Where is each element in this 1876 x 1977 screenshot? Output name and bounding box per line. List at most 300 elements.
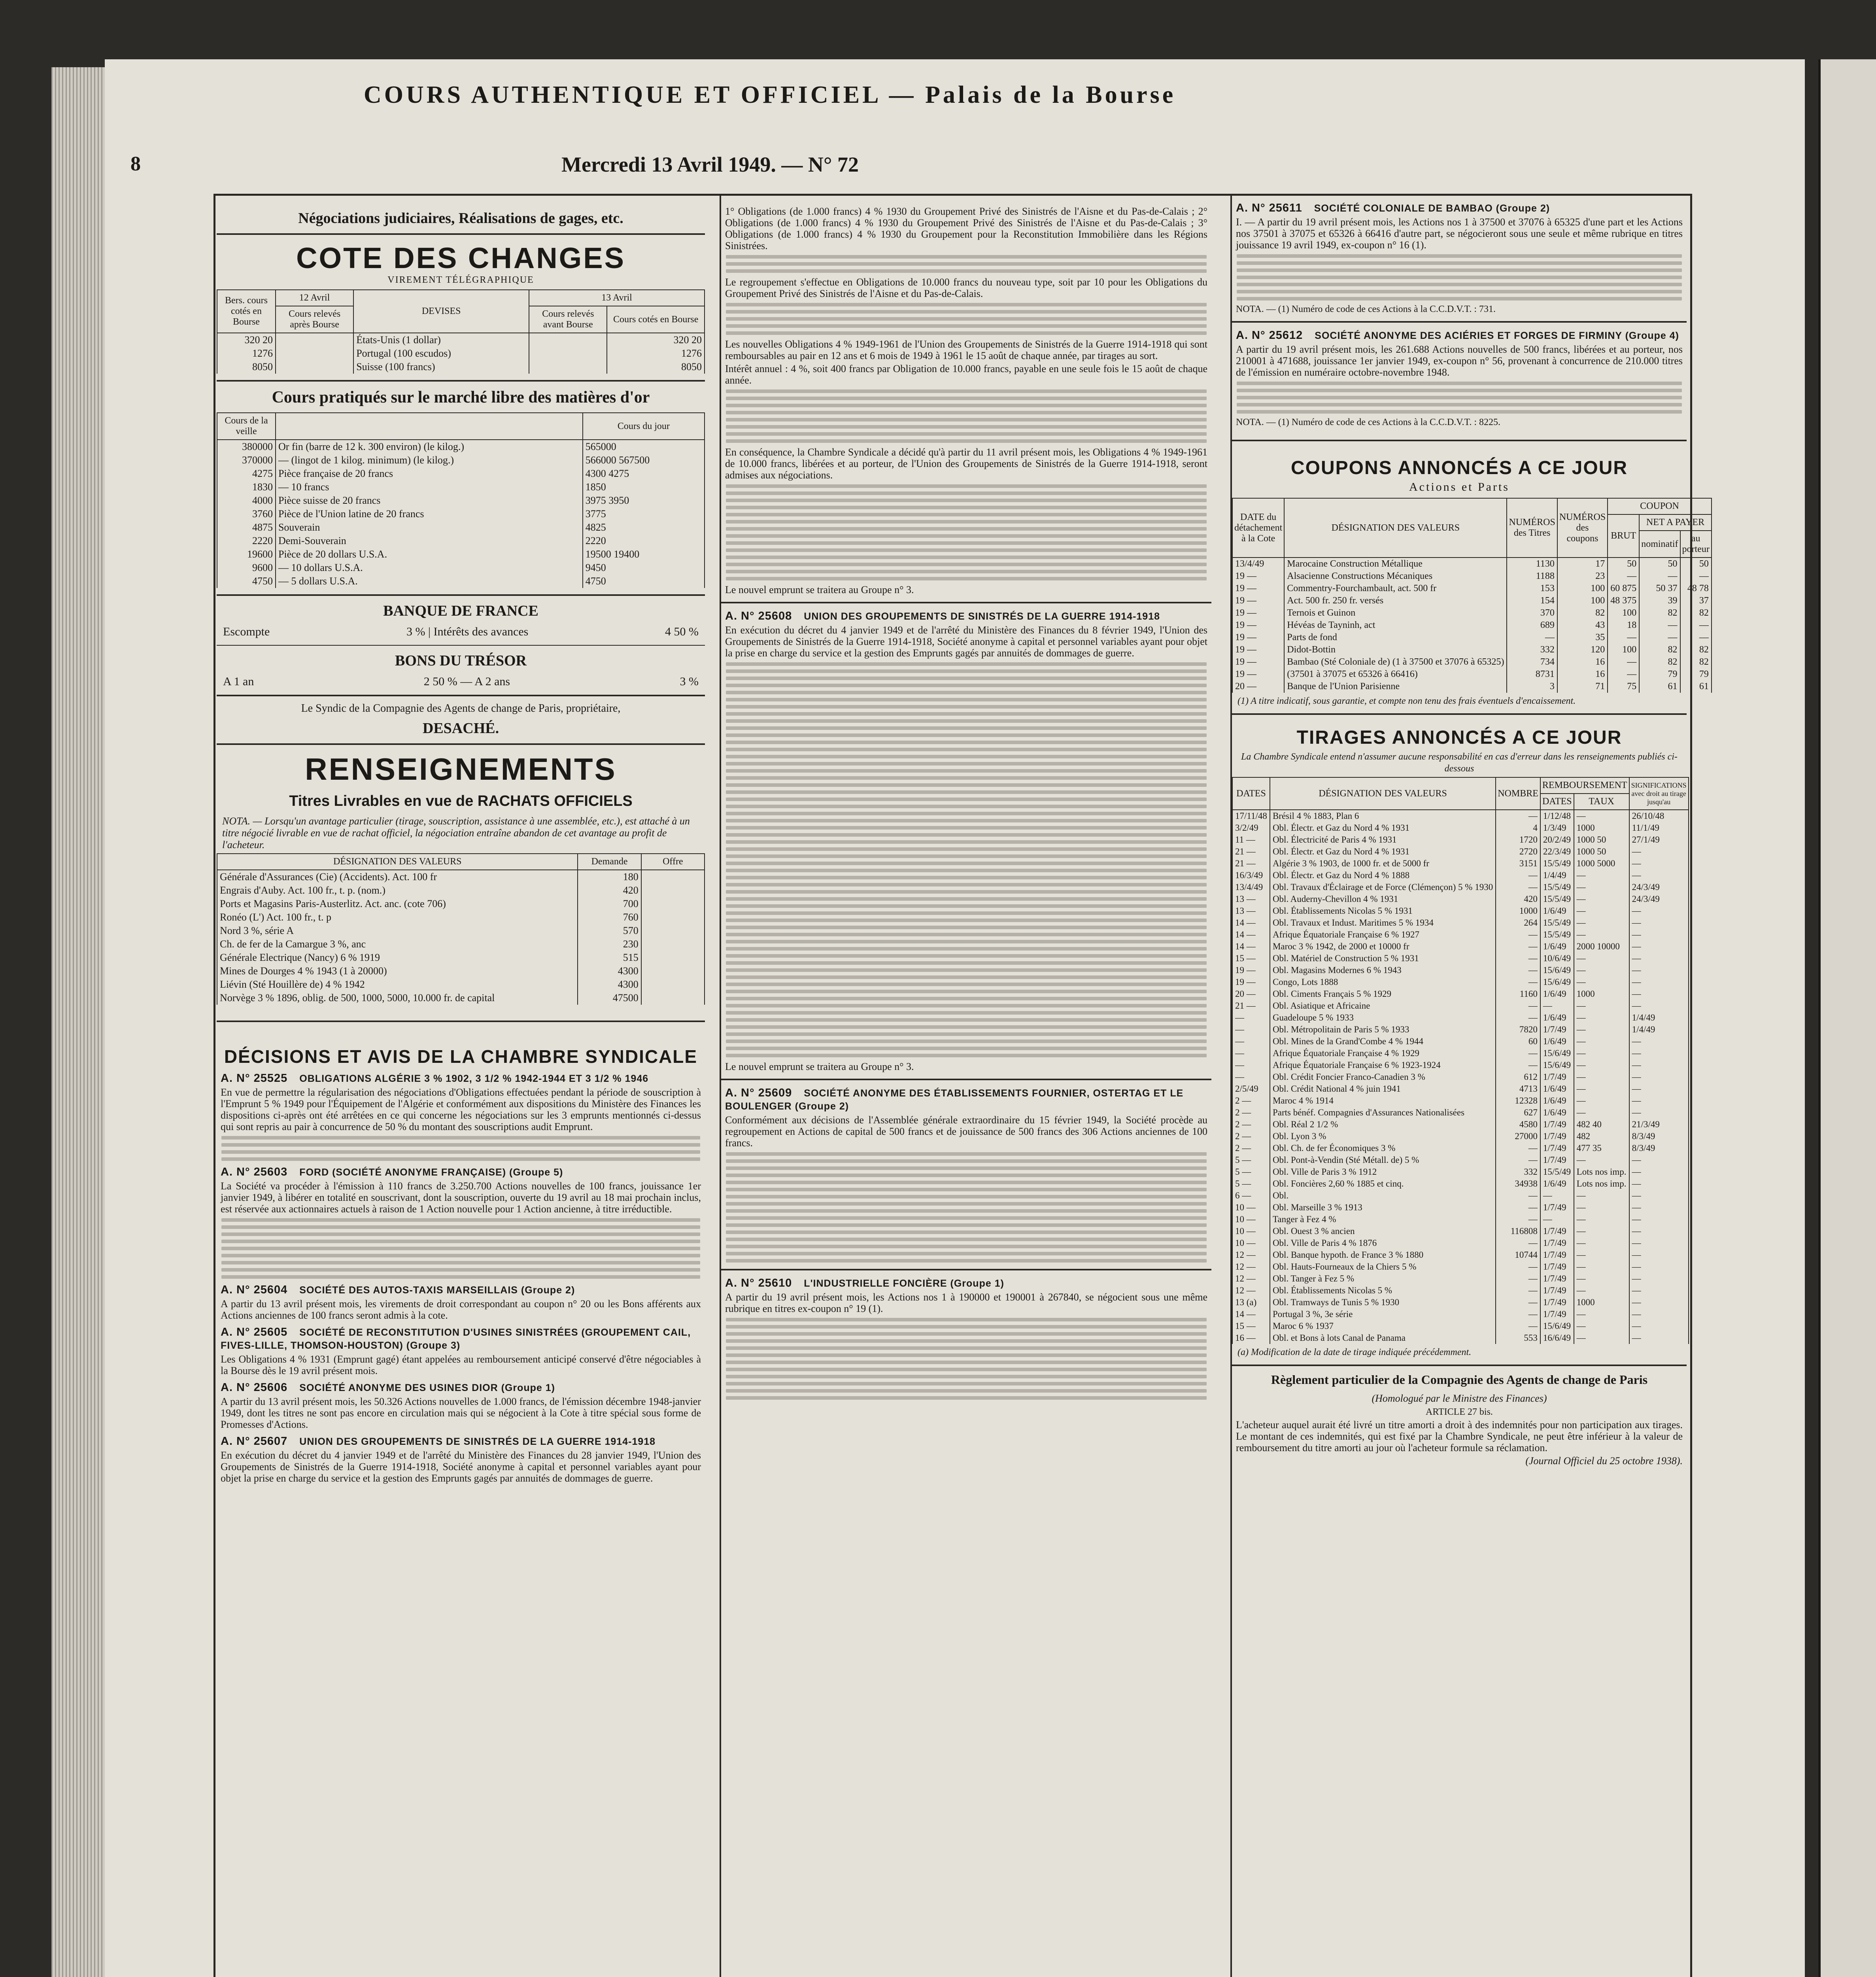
tirages-row-cell: 1000 50 (1574, 834, 1629, 846)
tirages-row-cell: — (1496, 1142, 1540, 1154)
tirages-row (1232, 1119, 1689, 1130)
tirages-row-cell: — (1574, 1202, 1629, 1213)
renseignements-nota: NOTA. — Lorsqu'un avantage particulier (tirage, souscription, assistance à une assemblée, etc.), est attaché à un titre négocié livrable en vue de rachat officiel, la négociation entraîne abandon de cet avantage au profit de l'acheteur. (222, 815, 690, 851)
rachats-row-cell: 230 (578, 937, 641, 951)
tirages-row-cell: — (1629, 1308, 1689, 1320)
tirages-row-cell: 10 — (1232, 1237, 1270, 1249)
or-row-cell: 4750 (583, 575, 705, 588)
tirages-row-cell: 10 — (1232, 1202, 1270, 1213)
tirages-row-cell: 1/7/49 (1540, 1142, 1574, 1154)
tirages-row-cell: — (1574, 893, 1629, 905)
tirages-row-cell: 420 (1496, 893, 1540, 905)
tirages-row-cell: 15 — (1232, 953, 1270, 964)
tirages-row-cell: 1/7/49 (1540, 1285, 1574, 1297)
tirages-row-cell: 2000 10000 (1574, 941, 1629, 953)
tirages-row-cell: — (1629, 1047, 1689, 1059)
syndic-name: DESACHÉ. (422, 720, 499, 737)
avis-25607: A. N° 25607 UNION DES GROUPEMENTS DE SINISTRÉS DE LA GUERRE 1914-1918 (221, 1435, 656, 1448)
or-row-cell: — 10 francs (276, 480, 583, 494)
tirages-row-cell: 13 — (1232, 905, 1270, 917)
coupons-row (1232, 582, 1712, 595)
tirages-row-cell: 16 — (1232, 1332, 1270, 1344)
obligations-list: 1° Obligations (de 1.000 francs) 4 % 1930 du Groupement Privé des Sinistrés de l'Aisne et du Pas-de-Calais ; 2° Obligations (de 1.000 francs) 4 % 1930 du Groupement Privé des Sinistrés de l'Aisne et du Pas-de-Calais ; 3° Obligations (de 1.000 francs) 4 % 1930 du Groupement pour la Reconstitution Immobilière dans les Régions Sinistrées. (725, 206, 1207, 251)
rachats-row-cell: Générale d'Assurances (Cie) (Accidents). Act. 100 fr (217, 870, 578, 884)
rachats-row-cell: Mines de Dourges 4 % 1943 (1 à 20000) (217, 964, 578, 978)
avis-25525-text: En vue de permettre la régularisation des négociations d'Obligations effectuées pendant la période de souscription à l'Emprunt 5 % 1949 pour l'Équipement de l'Algérie et conformément aux dispositions du Ministère des Finances les dispositions ci-après ont été arrêtées en ce qui concerne les négociations sur les 3 emprunts mentionnés ci-dessus qui sont repris au pair à concurrence de 50 % du montant des souscriptions audit Emprunt. (221, 1087, 701, 1132)
tirages-row-cell: 1/7/49 (1540, 1119, 1574, 1130)
tirages-row-cell: 332 (1496, 1166, 1540, 1178)
decisions-title: DÉCISIONS ET AVIS DE LA CHAMBRE SYNDICALE (224, 1046, 698, 1067)
tirages-row-cell: — (1496, 869, 1540, 881)
rachats-row-cell: Ronéo (L') Act. 100 fr., t. p (217, 911, 578, 924)
tirages-row-cell: — (1629, 1071, 1689, 1083)
coupons-row-cell: 153 (1507, 582, 1557, 595)
tirages-row (1232, 941, 1689, 953)
tirages-row-cell: 10 — (1232, 1225, 1270, 1237)
escompte-row: Escompte 3 % | Intérêts des avances 4 50 % (223, 625, 699, 638)
tirages-row-cell: — (1496, 1202, 1540, 1213)
tirages-row-cell: 1000 50 (1574, 846, 1629, 858)
coupons-row-cell: — (1680, 570, 1712, 582)
tirages-row-cell: — (1574, 1190, 1629, 1202)
rachats-row-cell: 4300 (578, 978, 641, 991)
changes-row (217, 347, 705, 360)
tirages-row-cell: 15/5/49 (1540, 858, 1574, 869)
coupons-subtitle: Actions et Parts (1409, 480, 1509, 493)
rachats-row-cell (641, 911, 705, 924)
interet-text: Intérêt annuel : 4 %, soit 400 francs par Obligation de 10.000 francs, payable en une seule fois le 15 août de chaque année. (725, 363, 1207, 386)
tirages-row-cell: — (1629, 1036, 1689, 1047)
tirages-row-cell: — (1574, 1083, 1629, 1095)
tirages-row-cell: — (1629, 1249, 1689, 1261)
or-row (217, 561, 705, 575)
tirages-row-cell: 264 (1496, 917, 1540, 929)
or-row-cell: 565000 (583, 440, 705, 454)
or-row (217, 507, 705, 521)
page-number: 8 (130, 153, 141, 175)
or-row-cell: 19500 19400 (583, 548, 705, 561)
avis-25604-text: A partir du 13 avril présent mois, les virements de droit correspondant au coupon n° 20 ou les Bons afférents aux Actions anciennes de 100 francs seront admis à la cote. (221, 1298, 701, 1321)
tirages-row (1232, 1332, 1689, 1344)
or-row-cell: — 10 dollars U.S.A. (276, 561, 583, 575)
changes-row-cell: 1276 (607, 347, 705, 360)
coupons-row (1232, 631, 1712, 644)
changes-row-cell: 320 20 (217, 333, 276, 347)
tirages-row-cell: Obl. Auderny-Chevillon 4 % 1931 (1270, 893, 1496, 905)
coupons-row-cell: 19 — (1232, 644, 1284, 656)
or-row (217, 548, 705, 561)
coupons-row-cell: Act. 500 fr. 250 fr. versés (1284, 595, 1507, 607)
tirages-row-cell: — (1574, 810, 1629, 822)
tirages-row-cell: 1/6/49 (1540, 1083, 1574, 1095)
tirages-row-cell: 553 (1496, 1332, 1540, 1344)
tirages-row-cell: — (1540, 1000, 1574, 1012)
coupons-row-cell: 120 (1557, 644, 1608, 656)
tirages-row-cell: Guadeloupe 5 % 1933 (1270, 1012, 1496, 1024)
coupons-row-cell: 82 (1639, 607, 1680, 619)
rachats-table: DÉSIGNATION DES VALEURS Demande Offre Générale d'Assurances (Cie) (Accidents). Act. 100 fr 180 Engrais d'Auby. Act. 100 fr., t. p. (nom.) 420 Ports et Magasins Paris-Austerlitz. Act. anc. (cote 706) 700 Ronéo (L') Act. 100 fr., t. p 760 Nord 3 %, série A 570 Ch. de fer de la Camargue 3 %, anc 230 Générale Electrique (Nancy) 6 % 1919 515 Mines de Dourges 4 % 1943 (1 à 20000) 4300 Liévin (Sté Houillère de) 4 % 1942 4300 Norvège 3 % 1896, oblig. de 500, 1000, 5000, 10.000 fr. de capital 47500 (217, 853, 705, 1005)
avis-25609-text: Conformément aux décisions de l'Assemblée générale extraordinaire du 15 février 1949, la Société procède au regroupement en Actions de capital de 500 francs et de jouissance de 500 francs des 306 Actions anciennes de 100 francs. (725, 1114, 1207, 1149)
tirages-row (1232, 1142, 1689, 1154)
tirages-row-cell: — (1629, 1190, 1689, 1202)
tirages-row-cell: 15/6/49 (1540, 964, 1574, 976)
tirages-row-cell: — (1574, 1237, 1629, 1249)
tirages-row-cell: — (1574, 1071, 1629, 1083)
rachats-row-cell: 570 (578, 924, 641, 937)
coupons-row-cell: 19 — (1232, 619, 1284, 631)
avis-25611: A. N° 25611 SOCIÉTÉ COLONIALE DE BAMBAO (Groupe 2) (1236, 202, 1550, 214)
tirages-row (1232, 1071, 1689, 1083)
tirages-row-cell: 1/7/49 (1540, 1154, 1574, 1166)
tirages-row-cell: — (1629, 976, 1689, 988)
or-row (217, 467, 705, 480)
banque-title: BANQUE DE FRANCE (383, 603, 538, 619)
tirages-row (1232, 929, 1689, 941)
coupons-title: COUPONS ANNONCÉS A CE JOUR (1290, 457, 1628, 478)
tirages-row-cell: — (1496, 1285, 1540, 1297)
coupons-row-cell: 82 (1680, 644, 1712, 656)
or-row (217, 454, 705, 467)
rachats-row-cell: 515 (578, 951, 641, 964)
tirages-row-cell: 4580 (1496, 1119, 1540, 1130)
tirages-row (1232, 1000, 1689, 1012)
tirages-row-cell: Afrique Équatoriale Française 4 % 1929 (1270, 1047, 1496, 1059)
rachats-row-cell: 47500 (578, 991, 641, 1005)
tirages-row-cell: — (1496, 1012, 1540, 1024)
tirages-row (1232, 1237, 1689, 1249)
coupons-row-cell: 20 — (1232, 680, 1284, 693)
tirages-row-cell: 24/3/49 (1629, 881, 1689, 893)
coupons-row-cell: 18 (1608, 619, 1639, 631)
tirages-row-cell: — (1574, 1107, 1629, 1119)
tirages-row (1232, 964, 1689, 976)
coupons-row (1232, 644, 1712, 656)
tirages-row-cell: — (1629, 858, 1689, 869)
tirages-row-cell: 1/6/49 (1540, 988, 1574, 1000)
tirages-row-cell: Maroc 3 % 1942, de 2000 et 10000 fr (1270, 941, 1496, 953)
tirages-row (1232, 822, 1689, 834)
coupons-row (1232, 680, 1712, 693)
tirages-row-cell: 1/6/49 (1540, 941, 1574, 953)
or-row (217, 440, 705, 454)
rachats-row-cell (641, 951, 705, 964)
avis-25608: A. N° 25608 UNION DES GROUPEMENTS DE SINISTRÉS DE LA GUERRE 1914-1918 (725, 610, 1160, 622)
renseignements-title: RENSEIGNEMENTS (305, 752, 617, 786)
coupons-row-cell: 75 (1608, 680, 1639, 693)
coupons-row (1232, 607, 1712, 619)
tirages-row-cell: — (1540, 1190, 1574, 1202)
tirages-row-cell: 15/6/49 (1540, 1320, 1574, 1332)
coupons-row-cell: — (1507, 631, 1557, 644)
tirages-row-cell: — (1574, 1036, 1629, 1047)
avis-25606-text: A partir du 13 avril présent mois, les 50.326 Actions nouvelles de 1.000 francs, de l'émission décembre 1948-janvier 1949, dont les titres ne sont pas encore en circulation mais qui se négocient à la Cote à titre spécial sous forme de Promesses d'Actions. (221, 1396, 701, 1430)
or-row-cell: 566000 567500 (583, 454, 705, 467)
tirages-row-cell: 1160 (1496, 988, 1540, 1000)
rachats-row-cell: 180 (578, 870, 641, 884)
tirages-row-cell: 10/6/49 (1540, 953, 1574, 964)
tirages-row-cell: 20 — (1232, 988, 1270, 1000)
rachats-row-cell (641, 991, 705, 1005)
or-row-cell: 4825 (583, 521, 705, 534)
coupons-row-cell: 689 (1507, 619, 1557, 631)
or-row-cell: 4300 4275 (583, 467, 705, 480)
rachats-row-cell: Norvège 3 % 1896, oblig. de 500, 1000, 5000, 10.000 fr. de capital (217, 991, 578, 1005)
tirages-row-cell: — (1629, 1166, 1689, 1178)
cote-des-changes-subtitle: VIREMENT TÉLÉGRAPHIQUE (387, 275, 534, 285)
tirages-row-cell: 16/6/49 (1540, 1332, 1574, 1344)
tirages-row (1232, 846, 1689, 858)
column-right (1230, 194, 1710, 1977)
tirages-row-cell: 15/5/49 (1540, 893, 1574, 905)
changes-row-cell (276, 347, 353, 360)
tirages-row-cell: 1/7/49 (1540, 1071, 1574, 1083)
tirages-row-cell: 1/7/49 (1540, 1225, 1574, 1237)
tirages-row-cell: — (1629, 846, 1689, 858)
tirages-row (1232, 1047, 1689, 1059)
tirages-row (1232, 893, 1689, 905)
or-row-cell: Pièce de l'Union latine de 20 francs (276, 507, 583, 521)
tirages-row-cell: — (1574, 1332, 1629, 1344)
changes-row-cell: États-Unis (1 dollar) (353, 333, 529, 347)
tirages-row-cell: — (1496, 1273, 1540, 1285)
tirages-row (1232, 1166, 1689, 1178)
changes-row-cell (276, 360, 353, 374)
coupons-row-cell: 16 (1557, 656, 1608, 668)
rachats-row (217, 924, 705, 937)
tirages-row-cell: Obl. Électr. et Gaz du Nord 4 % 1931 (1270, 822, 1496, 834)
reglement-article: ARTICLE 27 bis. (1426, 1407, 1493, 1417)
tirages-row-cell: 1/7/49 (1540, 1202, 1574, 1213)
tirages-row-cell: — (1629, 1095, 1689, 1107)
tirages-row-cell: 21 — (1232, 846, 1270, 858)
tirages-row-cell: — (1540, 1213, 1574, 1225)
tirages-row-cell: — (1629, 905, 1689, 917)
tirages-row-cell: — (1629, 1000, 1689, 1012)
groupe-note-1: Le nouvel emprunt se traitera au Groupe n° 3. (725, 584, 914, 595)
changes-row-cell: 8050 (607, 360, 705, 374)
coupons-row-cell: Alsacienne Constructions Mécaniques (1284, 570, 1507, 582)
tirages-row (1232, 1036, 1689, 1047)
tirages-row-cell: 20/2/49 (1540, 834, 1574, 846)
tirages-row-cell: — (1574, 1249, 1629, 1261)
tirages-row-cell: — (1496, 976, 1540, 988)
tirages-row-cell: — (1574, 1012, 1629, 1024)
or-row-cell: 4000 (217, 494, 276, 507)
tirages-row-cell: — (1496, 929, 1540, 941)
tirages-row-cell: 26/10/48 (1629, 810, 1689, 822)
rachats-row-cell (641, 884, 705, 897)
tirages-row (1232, 1178, 1689, 1190)
tirages-row-cell: 24/3/49 (1629, 893, 1689, 905)
tirages-row-cell: 34938 (1496, 1178, 1540, 1190)
tirages-row-cell: — (1574, 1285, 1629, 1297)
coupons-row-cell: 154 (1507, 595, 1557, 607)
or-row-cell: Pièce de 20 dollars U.S.A. (276, 548, 583, 561)
tirages-row (1232, 1095, 1689, 1107)
changes-table: Bers. cours cotés en Bourse 12 Avril DEVISES 13 Avril Cours relevés après Bourse Cours relevés avant Bourse Cours cotés en Bourse 320 20 États-Unis (1 dollar) 320 20 1276 Portugal (100 escudos) 1276 8050 Suisse (100 francs) 8050 (217, 289, 705, 374)
tirages-row (1232, 1012, 1689, 1024)
rachats-row-cell (641, 870, 705, 884)
coupons-row-cell: Parts de fond (1284, 631, 1507, 644)
coupons-row-cell: 100 (1608, 607, 1639, 619)
tirages-row-cell: — (1629, 988, 1689, 1000)
coupons-row-cell: 50 (1608, 558, 1639, 570)
nouvelles-obligations-text: Les nouvelles Obligations 4 % 1949-1961 de l'Union des Groupements de Sinistrés de la Guerre 1914-1918 qui sont remboursables au pair en 12 ans et 6 mois de 1949 à 1961 le 15 août de chaque année, par tirages au sort. (725, 338, 1207, 361)
tirages-row-cell: 1/7/49 (1540, 1273, 1574, 1285)
tirages-title: TIRAGES ANNONCÉS A CE JOUR (1296, 727, 1622, 748)
tirages-row-cell: Maroc 6 % 1937 (1270, 1320, 1496, 1332)
tirages-row-cell: 1/7/49 (1540, 1249, 1574, 1261)
tirages-row-cell: 27/1/49 (1629, 834, 1689, 846)
tirages-row-cell: 11/1/49 (1629, 822, 1689, 834)
tirages-row-cell: 15/6/49 (1540, 976, 1574, 988)
coupons-row-cell: 1130 (1507, 558, 1557, 570)
coupons-row-cell: 8731 (1507, 668, 1557, 680)
tirages-row-cell: 1/7/49 (1540, 1261, 1574, 1273)
rachats-row-cell: 760 (578, 911, 641, 924)
tirages-row-cell: 1/7/49 (1540, 1308, 1574, 1320)
coupons-row-cell: 82 (1557, 607, 1608, 619)
avis-25525: A. N° 25525 OBLIGATIONS ALGÉRIE 3 % 1902, 3 1/2 % 1942-1944 ET 3 1/2 % 1946 (221, 1072, 649, 1085)
masthead-title: COURS AUTHENTIQUE ET OFFICIEL — Palais de la Bourse (364, 81, 1176, 108)
coupons-row-cell: — (1608, 656, 1639, 668)
tirages-row (1232, 1261, 1689, 1273)
tirages-row (1232, 917, 1689, 929)
tirages-row-cell: — (1574, 869, 1629, 881)
tirages-row-cell: 14 — (1232, 917, 1270, 929)
or-row-cell: 9450 (583, 561, 705, 575)
tirages-row-cell: — (1496, 881, 1540, 893)
tirages-row-cell: 60 (1496, 1036, 1540, 1047)
tirages-row-cell: — (1629, 1273, 1689, 1285)
tirages-row-cell: — (1574, 917, 1629, 929)
tirages-row (1232, 1308, 1689, 1320)
coupons-row-cell: 82 (1680, 607, 1712, 619)
tirages-row-cell: 612 (1496, 1071, 1540, 1083)
coupons-row-cell: 17 (1557, 558, 1608, 570)
rachats-row-cell: Générale Electrique (Nancy) 6 % 1919 (217, 951, 578, 964)
tirages-row (1232, 988, 1689, 1000)
tirages-row-cell: 21 — (1232, 1000, 1270, 1012)
reglement-source: (Journal Officiel du 25 octobre 1938). (1525, 1455, 1683, 1467)
rachats-row-cell: 420 (578, 884, 641, 897)
changes-row-cell (529, 347, 607, 360)
or-title: Cours pratiqués sur le marché libre des matières d'or (272, 388, 650, 406)
tirages-row-cell: 15/5/49 (1540, 881, 1574, 893)
tirages-row-cell: 13/4/49 (1232, 881, 1270, 893)
tirages-row-cell: Obl. Crédit Foncier Franco-Canadien 3 % (1270, 1071, 1496, 1083)
tirages-row-cell: Lots nos imp. (1574, 1166, 1629, 1178)
tirages-row-cell: 10 — (1232, 1213, 1270, 1225)
coupons-row-cell: 43 (1557, 619, 1608, 631)
tirages-row-cell: Congo, Lots 1888 (1270, 976, 1496, 988)
tirages-row-cell: — (1232, 1012, 1270, 1024)
tirages-row-cell: — (1629, 1213, 1689, 1225)
tirages-row-cell: Obl. Pont-à-Vendin (Sté Métall. de) 5 % (1270, 1154, 1496, 1166)
tirages-row-cell: Portugal 3 %, 3e série (1270, 1308, 1496, 1320)
tirages-row (1232, 1273, 1689, 1285)
tirages-row-cell: — (1574, 976, 1629, 988)
tirages-row-cell: Obl. Lyon 3 % (1270, 1130, 1496, 1142)
tirages-row (1232, 1190, 1689, 1202)
rachats-row-cell (641, 964, 705, 978)
coupons-row-cell: Bambao (Sté Coloniale de) (1 à 37500 et 37076 à 65325) (1284, 656, 1507, 668)
or-row-cell: — 5 dollars U.S.A. (276, 575, 583, 588)
tirages-row-cell: Afrique Équatoriale Française 6 % 1923-1924 (1270, 1059, 1496, 1071)
tirages-row-cell: 12 — (1232, 1249, 1270, 1261)
tirages-row (1232, 881, 1689, 893)
or-row-cell: 9600 (217, 561, 276, 575)
coupons-row-cell: 48 78 (1680, 582, 1712, 595)
tirages-row-cell: 3/2/49 (1232, 822, 1270, 834)
or-row-cell: Pièce française de 20 francs (276, 467, 583, 480)
reglement-subtitle: (Homologué par le Ministre des Finances) (1372, 1393, 1547, 1404)
coupons-row-cell: 71 (1557, 680, 1608, 693)
tirages-row-cell: — (1496, 1308, 1540, 1320)
tirages-row-cell: Obl. Établissements Nicolas 5 % 1931 (1270, 905, 1496, 917)
tirages-row-cell: 1000 5000 (1574, 858, 1629, 869)
rachats-row-cell (641, 937, 705, 951)
tirages-row-cell: Obl. Matériel de Construction 5 % 1931 (1270, 953, 1496, 964)
tirages-row-cell: 482 40 (1574, 1119, 1629, 1130)
tirages-row-cell: — (1629, 1202, 1689, 1213)
rachats-row-cell: Ports et Magasins Paris-Austerlitz. Act. anc. (cote 706) (217, 897, 578, 911)
tirages-row-cell: — (1574, 881, 1629, 893)
tirages-row-cell: — (1629, 929, 1689, 941)
changes-row-cell: Suisse (100 francs) (353, 360, 529, 374)
coupons-row (1232, 619, 1712, 631)
coupons-row (1232, 656, 1712, 668)
tirages-row-cell: 14 — (1232, 1308, 1270, 1320)
tirages-row-cell: — (1574, 1213, 1629, 1225)
tirages-row (1232, 1130, 1689, 1142)
tirages-row-cell: 2 — (1232, 1119, 1270, 1130)
tirages-row-cell: 6 — (1232, 1190, 1270, 1202)
tirages-row-cell: 1/6/49 (1540, 1107, 1574, 1119)
tirages-row-cell: 1/7/49 (1540, 1237, 1574, 1249)
tirages-row-cell: 15/5/49 (1540, 917, 1574, 929)
tirages-row-cell: 1/6/49 (1540, 905, 1574, 917)
tirages-row-cell: 15/5/49 (1540, 929, 1574, 941)
tirages-row-cell: 2/5/49 (1232, 1083, 1270, 1095)
tirages-row-cell: 11 — (1232, 834, 1270, 846)
avis-25603: A. N° 25603 FORD (SOCIÉTÉ ANONYME FRANÇAISE) (Groupe 5) (221, 1166, 563, 1178)
rachats-row-cell: 4300 (578, 964, 641, 978)
tirages-row-cell: — (1574, 1095, 1629, 1107)
tirages-row-cell: — (1574, 1047, 1629, 1059)
tirages-subtitle: La Chambre Syndicale entend n'assumer aucune responsabilité en cas d'erreur dans les renseignements publiés ci-dessous (1241, 752, 1678, 774)
coupons-row-cell: Marocaine Construction Métallique (1284, 558, 1507, 570)
or-row (217, 575, 705, 588)
tirages-row-cell: 1000 (1574, 1297, 1629, 1308)
coupons-row-cell: Didot-Bottin (1284, 644, 1507, 656)
regroupement-text: Le regroupement s'effectue en Obligations de 10.000 francs du nouveau type, soit par 10 pour les Obligations du Groupement Privé des Sinistrés de l'Aisne et du Pas-de-Calais. (725, 276, 1207, 299)
tirages-row (1232, 1202, 1689, 1213)
tirages-row-cell: 15 — (1232, 1320, 1270, 1332)
coupons-row-cell: 82 (1639, 644, 1680, 656)
tirages-row-cell: 21 — (1232, 858, 1270, 869)
tirages-row-cell: 1/4/49 (1629, 1024, 1689, 1036)
tirages-row-cell: — (1629, 964, 1689, 976)
or-row-cell: 1850 (583, 480, 705, 494)
negociations-heading: Négociations judiciaires, Réalisations de gages, etc. (298, 210, 623, 227)
tirages-row (1232, 1320, 1689, 1332)
tirages-row (1232, 1297, 1689, 1308)
tirages-row-cell: 1/4/49 (1629, 1012, 1689, 1024)
rachats-row (217, 884, 705, 897)
or-row-cell: 2220 (583, 534, 705, 548)
coupons-row-cell: 100 (1608, 644, 1639, 656)
